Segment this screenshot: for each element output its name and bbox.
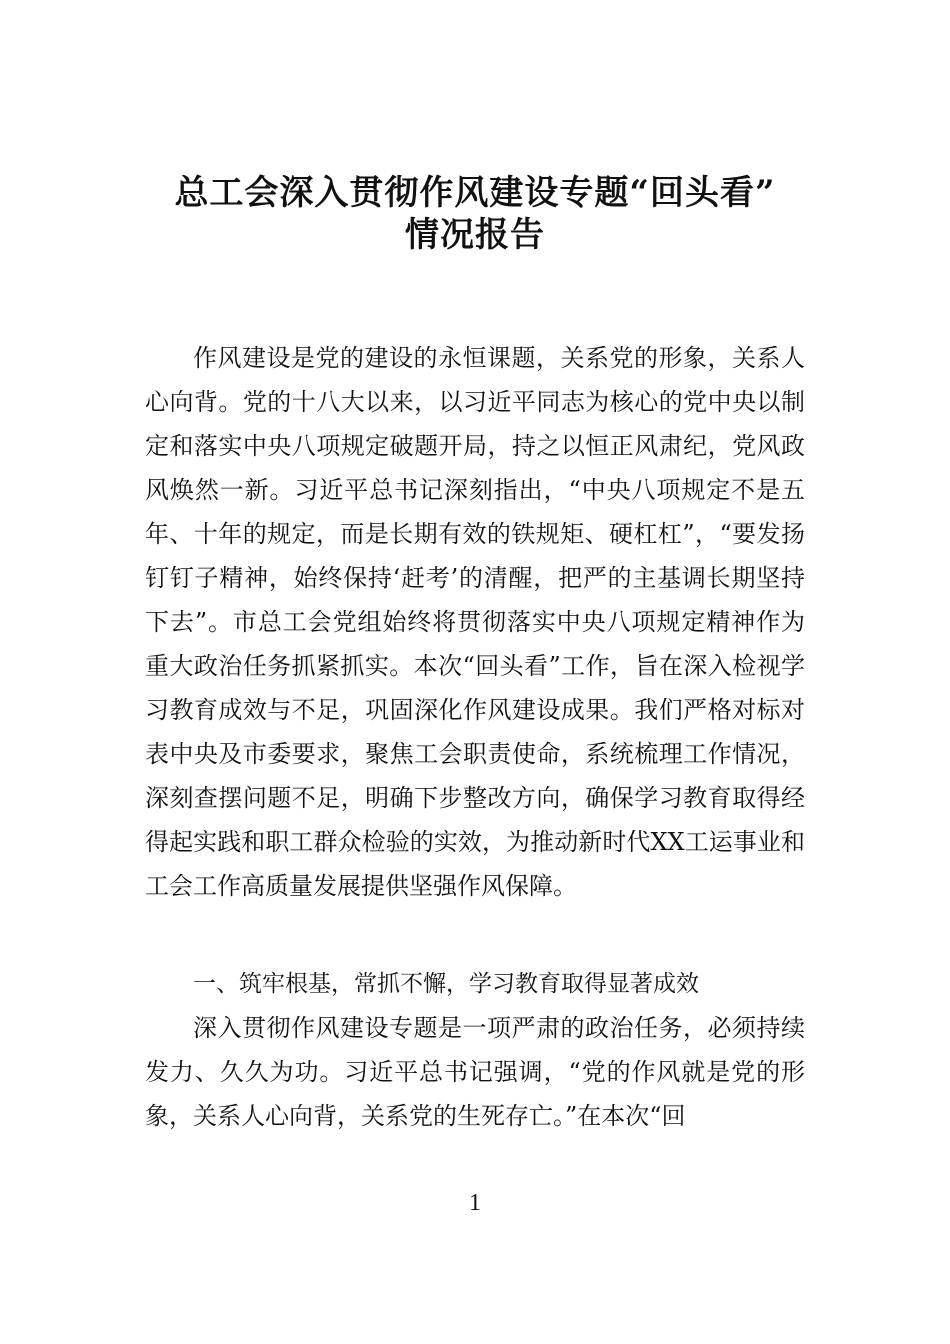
document-title-line2: 情况报告 — [405, 215, 545, 255]
body-paragraph-intro: 作风建设是党的建设的永恒课题，关系党的形象，关系人心向背。党的十八大以来，以习近平同志为核心的党中央以制定和落实中央八项规定破题开局，持之以恒正风肃纪，党风政风焕然一新。习近平总书记深刻指出，“中央八项规定不是五年、十年的规定，而是长期有效的铁规矩、硬杠杠”，“要发扬钉钉子精神，始终保持‘赶考’的清醒，把严的主基调长期坚持下去”。市总工会党组始终将贯彻落实中央八项规定精神作为重大政治任务抓紧抓实。本次“回头看”工作，旨在深入检视学习教育成效与不足，巩固深化作风建设成果。我们严格对标对表中央及市委要求，聚焦工会职责使命，系统梳理工作情况，深刻查摆问题不足，明确下步整改方向，确保学习教育取得经得起实践和职工群众检验的实效，为推动新时代XX工运事业和工会工作高质量发展提供坚强作风保障。 — [145, 344, 805, 900]
page-number: 1 — [469, 1190, 481, 1216]
document-title-line1: 总工会深入贯彻作风建设专题“回头看” — [174, 173, 776, 213]
section-heading-1: 一、筑牢根基，常抓不懈，学习教育取得显著成效 — [193, 971, 699, 997]
body-paragraph-section1: 深入贯彻作风建设专题是一项严肃的政治任务，必须持续发力、久久为功。习近平总书记强调，“党的作风就是党的形象，关系人心向背，关系党的生死存亡。”在本次“回 — [145, 1014, 805, 1130]
